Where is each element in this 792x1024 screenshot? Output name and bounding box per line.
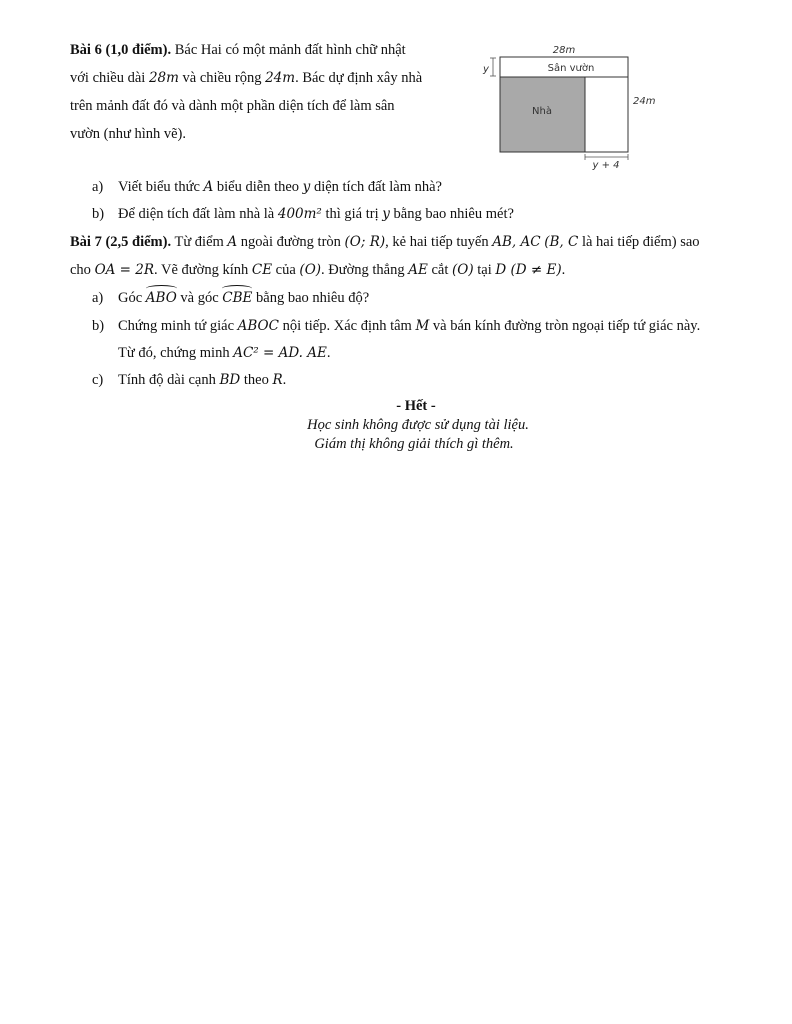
- math: AC² = AD. AE: [233, 345, 327, 361]
- top-dimension-label: 28m: [552, 45, 576, 56]
- text: và góc: [176, 290, 223, 306]
- bai6-line1: [70, 40, 406, 60]
- text: là hai tiếp điểm) sao: [578, 234, 700, 250]
- text: theo: [240, 372, 273, 388]
- text: Để diện tích đất làm nhà là: [118, 206, 278, 222]
- math: y: [302, 179, 311, 195]
- text: với chiều dài: [70, 70, 149, 86]
- math: (O; R): [344, 234, 386, 250]
- text: ngoài đường tròn: [237, 234, 345, 250]
- length-value: 28m: [148, 70, 179, 86]
- width-value: 24m: [265, 70, 296, 86]
- math: (O): [452, 262, 474, 278]
- bai6-question-b: [92, 204, 514, 224]
- text: nội tiếp. Xác định tâm: [278, 318, 416, 334]
- text: diện tích đất làm nhà?: [310, 179, 442, 195]
- question-label: b): [92, 318, 105, 334]
- text: và chiều rộng: [178, 70, 266, 86]
- bai7-question-a: [92, 288, 369, 308]
- math: M: [415, 318, 430, 334]
- text: Từ đó, chứng minh: [118, 345, 234, 361]
- text: Chứng minh tứ giác: [118, 318, 238, 334]
- math: R: [272, 372, 283, 388]
- bai7-line1: [70, 232, 700, 252]
- math: 400m²: [277, 206, 322, 222]
- text: bằng bao nhiêu mét?: [389, 206, 514, 222]
- right-dimension-label: 24m: [633, 96, 656, 107]
- bai7-heading: Bài 7 (2,5 điểm).: [70, 234, 172, 250]
- bottom-dimension-label: y + 4: [592, 160, 620, 171]
- angle-cbe: CBE: [222, 290, 253, 306]
- text: , kẻ hai tiếp tuyến: [385, 234, 493, 250]
- text: biểu diễn theo: [213, 179, 303, 195]
- land-diagram: [478, 40, 658, 175]
- math: AE: [408, 262, 428, 278]
- bai6-question-a: [92, 177, 442, 197]
- question-label: a): [92, 290, 104, 306]
- text: tại: [473, 262, 496, 278]
- text: . Đường thẳng: [321, 262, 409, 278]
- text: và bán kính đường tròn ngoại tiếp tứ giác này.: [429, 318, 701, 334]
- text: Viết biểu thức: [118, 179, 204, 195]
- angle-abo: ABO: [145, 290, 177, 306]
- math: BD: [219, 372, 241, 388]
- end-marker: - Hết -: [396, 398, 436, 414]
- math: y: [382, 206, 390, 222]
- math: (O): [299, 262, 322, 278]
- text: cho: [70, 262, 95, 278]
- math: ABOC: [237, 318, 279, 334]
- text: bằng bao nhiêu độ?: [252, 290, 370, 306]
- text: Góc: [118, 290, 146, 306]
- text: . Bác dự định xây nhà: [295, 70, 423, 86]
- text: Từ điểm: [171, 234, 228, 250]
- bai7-question-b-cont: [118, 343, 331, 363]
- bai7-line2: [70, 260, 565, 280]
- text: của: [272, 262, 300, 278]
- footer-note-2: Giám thị không giải thích gì thêm.: [314, 436, 514, 452]
- question-label: c): [92, 372, 104, 388]
- text: cắt: [427, 262, 453, 278]
- garden-label: Sân vườn: [547, 63, 595, 74]
- text: . Vẽ đường kính: [154, 262, 252, 278]
- math: CE: [251, 262, 273, 278]
- bai6-heading: Bài 6 (1,0 điểm).: [70, 42, 172, 58]
- text: thì giá trị: [321, 206, 383, 222]
- text: Tính độ dài cạnh: [118, 372, 220, 388]
- bai7-question-b: [92, 316, 700, 336]
- question-label: a): [92, 179, 104, 195]
- math: (B, C: [544, 234, 579, 250]
- math: A: [203, 179, 214, 195]
- bai7-question-c: [92, 370, 286, 390]
- footer-note-1: Học sinh không được sử dụng tài liệu.: [307, 417, 529, 433]
- left-dimension-label: y: [483, 64, 489, 75]
- math: A: [227, 234, 238, 250]
- house-label: Nhà: [532, 106, 552, 117]
- math: D (D ≠ E): [495, 262, 562, 278]
- math: AB, AC: [492, 234, 541, 250]
- bai6-line4: vườn (như hình vẽ).: [70, 126, 187, 142]
- bai6-line3: trên mảnh đất đó và dành một phần diện tích để làm sân: [70, 98, 395, 114]
- question-label: b): [92, 206, 105, 222]
- text: .: [282, 372, 287, 388]
- bai6-text: Bác Hai có một mảnh đất hình chữ nhật: [171, 42, 406, 58]
- text: .: [326, 345, 331, 361]
- text: .: [561, 262, 566, 278]
- bai6-line2: [70, 68, 422, 88]
- math: OA = 2R: [94, 262, 155, 278]
